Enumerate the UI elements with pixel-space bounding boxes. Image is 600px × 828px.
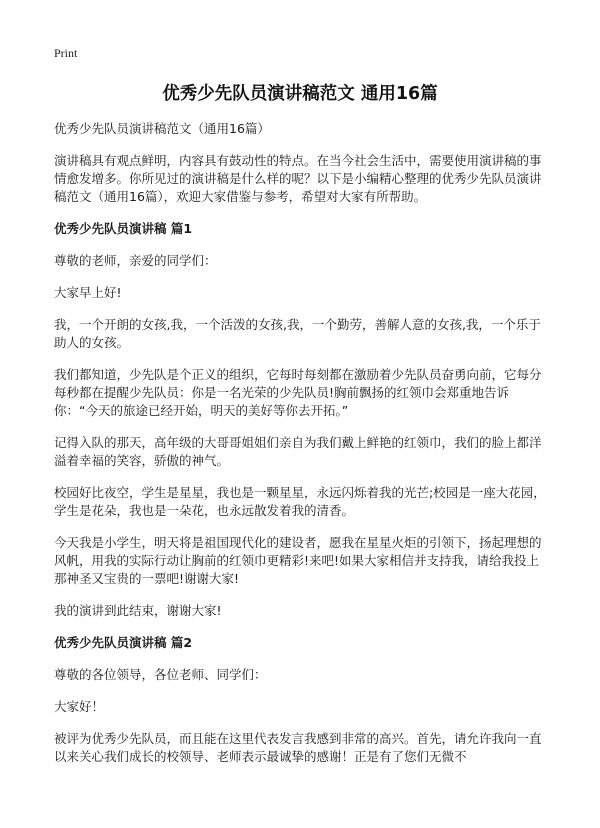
intro-paragraph: 演讲稿具有观点鲜明，内容具有鼓动性的特点。在当今社会生活中，需要使用演讲稿的事情愈发增多。你所见过的演讲稿是什么样的呢？以下是小编精心整理的优秀少先队员演讲稿范文（通用16篇），欢迎大家借鉴与参考，希望对大家有所帮助。: [54, 153, 542, 204]
document-body: [54, 120, 548, 780]
section-2-paragraph: 被评为优秀少先队员，而且能在这里代表发言我感到非常的高兴。首先，请允许我向一直以来关心我们成长的校领导、老师表示最诚挚的感谢！正是有了您们无微不: [54, 731, 542, 764]
section-heading-1: 优秀少先队员演讲稿 篇1: [54, 221, 193, 236]
section-heading-2: 优秀少先队员演讲稿 篇2: [54, 635, 193, 650]
section-1-greeting: 尊敬的老师，亲爱的同学们：: [54, 253, 217, 268]
section-1-paragraph: 记得入队的那天，高年级的大哥哥姐姐们亲自为我们戴上鲜艳的红领巾，我们的脸上都洋溢着幸福的笑容，骄傲的神气。: [54, 435, 542, 468]
document-subtitle: 优秀少先队员演讲稿范文（通用16篇）: [54, 121, 270, 136]
section-1-paragraph: 今天我是小学生，明天将是祖国现代化的建设者，愿我在星星火炬的引领下，扬起理想的风帆，用我的实际行动让胸前的红领巾更精彩!来吧!如果大家相信并支持我，请给我投上那神圣又宝贵的一票吧!谢谢大家!: [54, 535, 542, 586]
section-1-salutation: 大家早上好!: [54, 285, 122, 300]
section-1-paragraph: 校园好比夜空，学生是星星，我也是一颗星星，永远闪烁着我的光芒;校园是一座大花园，学生是花朵，我也是一朵花，也永远散发着我的清香。: [54, 485, 546, 518]
section-1-closing: 我的演讲到此结束，谢谢大家!: [54, 603, 222, 618]
document-title: 优秀少先队员演讲稿范文 通用16篇: [162, 84, 438, 104]
section-1-paragraph: 我，一个开朗的女孩,我，一个活泼的女孩,我，一个勤劳，善解人意的女孩,我，一个乐于助人的女孩。: [54, 317, 541, 350]
section-1-paragraph: 我们都知道，少先队是个正义的组织，它每时每刻都在激励着少先队员奋勇向前，它每分每秒都在提醒少先队员：你是一名光荣的少先队员!胸前飘扬的红领巾会郑重地告诉你：“今天的旅途已经开始，明天的美好等你去开拓。”: [54, 367, 542, 418]
section-2-salutation: 大家好！: [54, 699, 105, 714]
section-2-greeting: 尊敬的各位领导，各位老师、同学们：: [54, 667, 267, 682]
print-label: Print: [54, 46, 78, 60]
